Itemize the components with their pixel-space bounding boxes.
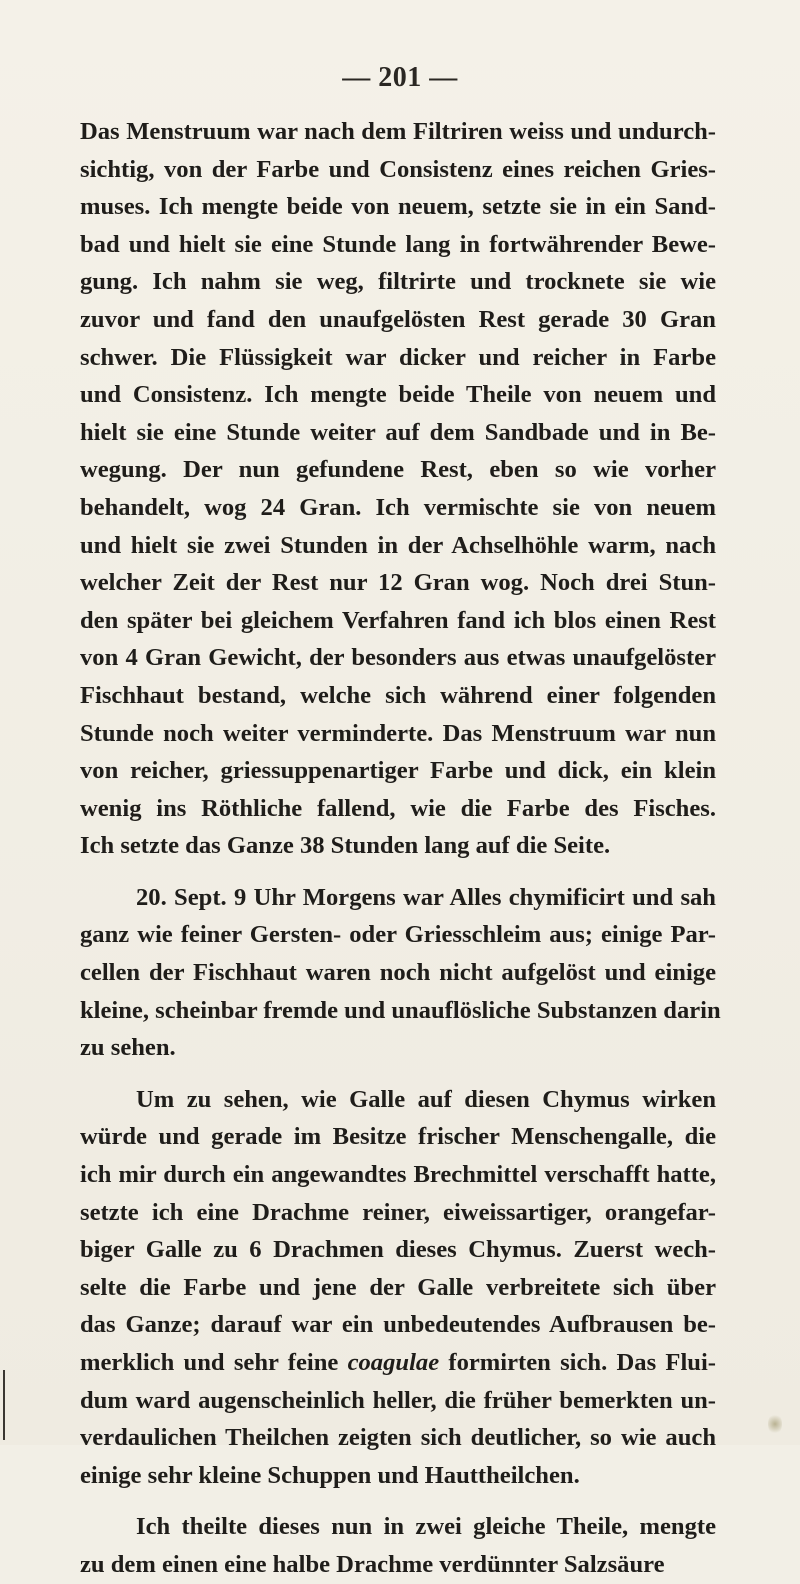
text-line: hielt sie eine Stunde weiter auf dem Sandbade und in Be- (80, 418, 716, 446)
text-line: Stunde noch weiter verminderte. Das Menstruum war nun (80, 719, 716, 747)
text-line: zu dem einen eine halbe Drachme verdünnter Salzsäure (80, 1550, 665, 1578)
text-line: welcher Zeit der Rest nur 12 Gran wog. Noch drei Stun- (80, 569, 716, 597)
text-line: muses. Ich mengte beide von neuem, setzte sie in ein Sand- (80, 193, 716, 221)
text-line: Ich theilte dieses nun in zwei gleiche Theile, mengte (136, 1513, 716, 1541)
scan-stain-mark (768, 1413, 782, 1435)
text-line: würde und gerade im Besitze frischer Menschengalle, die (80, 1123, 716, 1151)
text-line: gung. Ich nahm sie weg, filtrirte und trocknete sie wie (80, 268, 716, 296)
text-line: behandelt, wog 24 Gran. Ich vermischte sie von neuem (80, 493, 716, 521)
text-line: kleine, scheinbar fremde und unauflösliche Substanzen darin (80, 996, 721, 1024)
text-line: ich mir durch ein angewandtes Brechmittel verschafft hatte, (80, 1161, 716, 1189)
text-line: bad und hielt sie eine Stunde lang in fortwährender Bewe- (80, 230, 716, 258)
text-line: ganz wie feiner Gersten- oder Griesschleim aus; einige Par- (80, 921, 716, 949)
text-line: biger Galle zu 6 Drachmen dieses Chymus. Zuerst wech- (80, 1236, 716, 1264)
text-line: zuvor und fand den unaufgelösten Rest gerade 30 Gran (80, 305, 716, 333)
text-line: selte die Farbe und jene der Galle verbreitete sich über (80, 1273, 716, 1301)
text-line: cellen der Fischhaut waren noch nicht aufgelöst und einige (80, 959, 716, 987)
text-line: einige sehr kleine Schuppen und Hauttheilchen. (80, 1461, 580, 1489)
paragraph (80, 1081, 716, 1495)
text-line: merklich und sehr feine coagulae formirten sich. Das Flui- (80, 1349, 716, 1376)
page-number-header: — 201 — (342, 62, 458, 93)
italic-term: coagulae (347, 1349, 440, 1376)
text-line: Um zu sehen, wie Galle auf diesen Chymus wirken (136, 1085, 716, 1113)
text-line: verdaulichen Theilchen zeigten sich deutlicher, so wie auch (80, 1424, 716, 1452)
text-line: das Ganze; darauf war ein unbedeutendes Aufbrausen be- (80, 1311, 716, 1339)
text-line: Das Menstruum war nach dem Filtriren weiss und undurch- (80, 118, 716, 145)
text-line: wegung. Der nun gefundene Rest, eben so wie vorher (80, 456, 716, 484)
text-line: von 4 Gran Gewicht, der besonders aus etwas unaufgelöster (80, 644, 716, 672)
text-line: von reicher, griessuppenartiger Farbe und dick, ein klein (80, 757, 716, 785)
text-line: schwer. Die Flüssigkeit war dicker und reicher in Farbe (80, 343, 716, 371)
text-line: Ich setzte das Ganze 38 Stunden lang auf die Seite. (80, 832, 611, 860)
text-line: Fischhaut bestand, welche sich während einer folgenden (80, 681, 716, 709)
text-line: zu sehen. (80, 1034, 176, 1062)
paragraph (80, 113, 716, 865)
text-line: 20. Sept. 9 Uhr Morgens war Alles chymificirt und sah (136, 883, 716, 911)
text-line: sichtig, von der Farbe und Consistenz eines reichen Gries- (80, 155, 716, 183)
scan-edge-mark (3, 1370, 5, 1440)
paragraph (80, 879, 721, 1067)
text-line: den später bei gleichem Verfahren fand ich blos einen Rest (80, 606, 716, 634)
text-line: setzte ich eine Drachme reiner, eiweissartiger, orangefar- (80, 1198, 716, 1226)
body-text (80, 113, 721, 1584)
paragraph (80, 1508, 716, 1583)
text-line: dum ward augenscheinlich heller, die früher bemerkten un- (80, 1386, 716, 1414)
text-line: und hielt sie zwei Stunden in der Achselhöhle warm, nach (80, 531, 716, 559)
text-line: wenig ins Röthliche fallend, wie die Farbe des Fisches. (80, 794, 716, 822)
text-line: und Consistenz. Ich mengte beide Theile von neuem und (80, 381, 716, 409)
